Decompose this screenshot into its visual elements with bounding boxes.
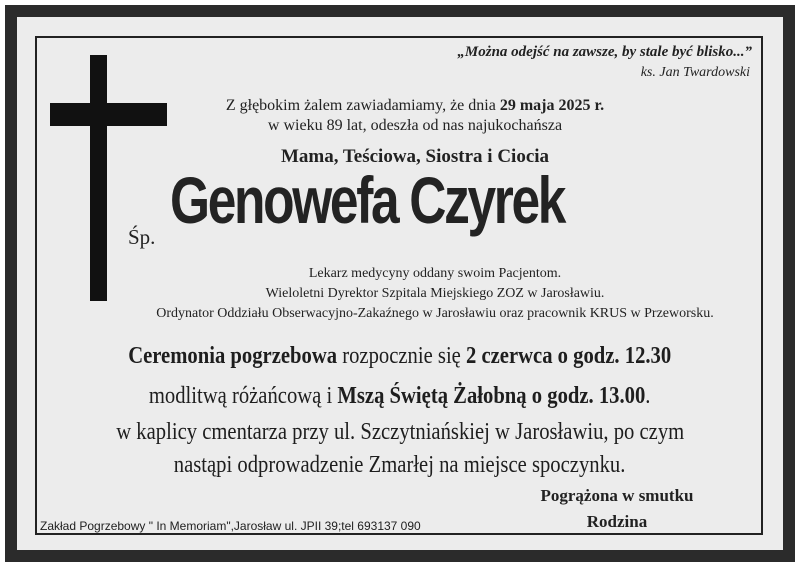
ceremony-line-2 <box>40 383 760 410</box>
funeral-home-footer: Zakład Pogrzebowy " In Memoriam",Jarosław ul. JPII 39;tel 693137 090 <box>40 519 421 533</box>
deceased-name: Genowefa Czyrek <box>170 163 565 237</box>
name-prefix: Śp. <box>128 225 156 249</box>
mourners-line-1: Pogrążona w smutku <box>540 486 694 505</box>
mass-time: Mszą Świętą Żałobną o godz. 13.00 <box>337 383 646 409</box>
rosary-text: modlitwą różańcową i <box>149 383 338 409</box>
description-line: Lekarz medycyny oddany swoim Pacjentom. <box>308 266 562 281</box>
cross-icon <box>90 55 107 301</box>
intro-line-2: w wieku 89 lat, odeszła od nas najukochańsza <box>267 117 563 134</box>
ceremony-text: rozpocznie się <box>337 343 467 369</box>
ceremony-period: . <box>645 383 651 409</box>
intro-text: Z głębokim żalem zawiadamiamy, że dnia <box>225 97 500 114</box>
ceremony-line-3 <box>40 419 760 446</box>
ceremony-title: Ceremonia pogrzebowa <box>128 343 338 369</box>
ceremony-line-1 <box>40 343 760 370</box>
chapel-location: w kaplicy cmentarza przy ul. Szczytniańskiej w Jarosławiu, po czym <box>115 419 684 445</box>
quote-text: „Można odejść na zawsze, by stale być blisko...” <box>457 44 752 60</box>
intro-line-1 <box>150 97 680 115</box>
procession-text: nastąpi odprowadzenie Zmarłej na miejsce spoczynku. <box>174 452 626 478</box>
description-line: Ordynator Oddziału Obserwacyjno-Zakaźnego w Jarosławiu oraz pracownik KRUS w Przeworsku. <box>156 306 714 321</box>
ceremony-time: 2 czerwca o godz. 12.30 <box>466 343 672 369</box>
ceremony-line-4 <box>40 452 760 479</box>
death-date: 29 maja 2025 r. <box>499 97 605 114</box>
quote-author: ks. Jan Twardowski <box>640 65 750 80</box>
family-relations: Mama, Teściowa, Siostra i Ciocia <box>280 146 550 167</box>
mourners-line-2: Rodzina <box>586 512 648 531</box>
description-line: Wieloletni Dyrektor Szpitala Miejskiego ZOZ w Jarosławiu. <box>265 286 605 301</box>
